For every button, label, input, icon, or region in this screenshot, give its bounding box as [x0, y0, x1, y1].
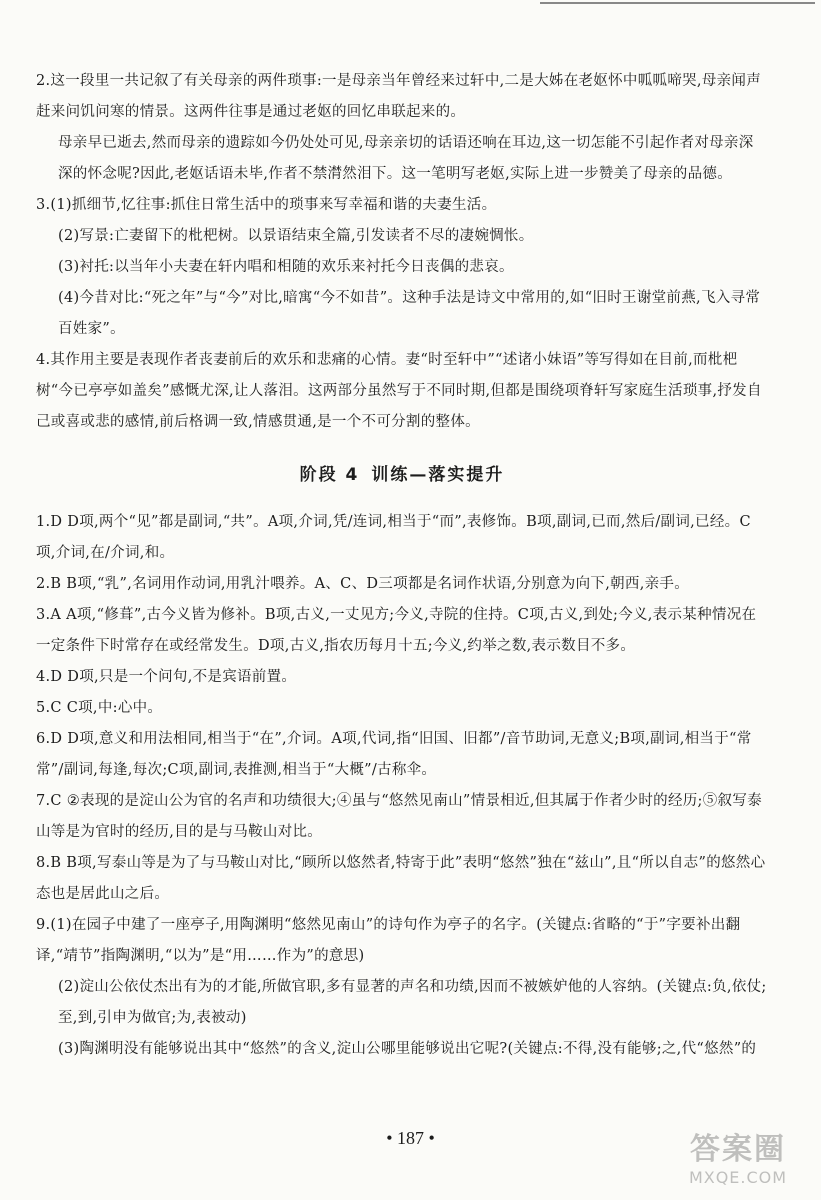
top-border-line: [540, 2, 815, 4]
watermark-logo: [663, 1124, 813, 1194]
question-1: 1.D D项,两个“见”都是副词,“共”。A项,介词,凭/连词,相当于“而”,表修饰。B项,副词,已而,然后/副词,已经。C项,介词,在/介词,和。: [36, 514, 751, 561]
question-9-1: 9.(1)在园子中建了一座亭子,用陶渊明“悠然见南山”的诗句作为亭子的名字。(关键点:省略的“于”字要补出翻译,“靖节”指陶渊明,“以为”是“用……作为”的意思): [36, 917, 741, 964]
answer-4: 4.其作用主要是表现作者丧妻前后的欢乐和悲痛的心情。妻“时至轩中”“述诸小妹语”等写得如在目前,而枇杷树“今已亭亭如盖矣”感慨尤深,让人落泪。这两部分虽然写于不同时期,但都是围绕项脊轩写家庭生活琐事,抒发自己或喜或悲的感情,前后格调一致,情感贯通,是一个不可分割的整体。: [36, 352, 762, 430]
question-9-2: (2)淀山公依仗杰出有为的才能,所做官职,多有显著的声名和功绩,因而不被嫉妒他的人容纳。(关键点:负,依仗;至,到,引申为做官;为,表被动): [58, 979, 767, 1026]
question-3: 3.A A项,“修葺”,古今义皆为修补。B项,古义,一丈见方;今义,寺院的住持。C项,古义,到处;今义,表示某种情况在一定条件下时常存在或经常发生。D项,古义,指农历每月十五;今义,约举之数,表示数目不多。: [36, 607, 757, 654]
answer-3-4: (4)今昔对比:“死之年”与“今”对比,暗寓“今不如昔”。这种手法是诗文中常用的,如“旧时王谢堂前燕,飞入寻常百姓家”。: [58, 290, 761, 337]
answer-content: [36, 66, 768, 1065]
section-a: [36, 66, 768, 438]
question-4: 4.D D项,只是一个问句,不是宾语前置。: [36, 669, 297, 685]
answer-3-3: (3)衬托:以当年小夫妻在轩内唱和相随的欢乐来衬托今日丧偶的悲哀。: [58, 259, 514, 275]
question-8: 8.B B项,写泰山等是为了与马鞍山对比,“顾所以悠然者,特寄于此”表明“悠然”独在“兹山”,且“所以自志”的悠然心态也是居此山之后。: [36, 855, 766, 902]
heading-stage: 阶段 4: [299, 465, 360, 485]
answer-3-2: (2)写景:亡妻留下的枇杷树。以景语结束全篇,引发读者不尽的凄婉惆怅。: [58, 228, 534, 244]
section-b: [36, 507, 768, 1065]
section-heading: [36, 460, 768, 485]
heading-title: 训练—落实提升: [371, 465, 505, 485]
page-number: • 187 •: [386, 1128, 435, 1148]
question-6: 6.D D项,意义和用法相同,相当于“在”,介词。A项,代词,指“旧国、旧都”/音节助词,无意义;B项,副词,相当于“常常”/副词,每逢,每次;C项,副词,表推测,相当于“大概”/古称伞。: [36, 731, 752, 778]
answer-2-continued: 母亲早已逝去,然而母亲的遗踪如今仍处处可见,母亲亲切的话语还响在耳边,这一切怎能不引起作者对母亲深深的怀念呢?因此,老妪话语未毕,作者不禁潸然泪下。这一笔明写老妪,实际上进一步赞美了母亲的品德。: [58, 135, 754, 182]
answer-2: 2.这一段里一共记叙了有关母亲的两件琐事:一是母亲当年曾经来过轩中,二是大姊在老妪怀中呱呱啼哭,母亲闻声赶来问饥问寒的情景。这两件往事是通过老妪的回忆串联起来的。: [36, 73, 762, 120]
question-9-3: (3)陶渊明没有能够说出其中“悠然”的含义,淀山公哪里能够说出它呢?(关键点:不得,没有能够;之,代“悠然”的: [58, 1041, 757, 1057]
watermark-url: MXQE.COM: [688, 1168, 788, 1187]
question-2: 2.B B项,“乳”,名词用作动词,用乳汁喂养。A、C、D三项都是名词作状语,分别意为向下,朝西,亲手。: [36, 576, 690, 592]
answer-3-1: 3.(1)抓细节,忆往事:抓住日常生活中的琐事来写幸福和谐的夫妻生活。: [36, 197, 497, 213]
question-5: 5.C C项,中:心中。: [36, 700, 163, 716]
watermark-text: 答案圈: [690, 1132, 786, 1167]
question-7: 7.C ②表现的是淀山公为官的名声和功绩很大;④虽与“悠然见南山”情景相近,但其属于作者少时的经历;⑤叙写泰山等是为官时的经历,目的是与马鞍山对比。: [36, 793, 762, 840]
